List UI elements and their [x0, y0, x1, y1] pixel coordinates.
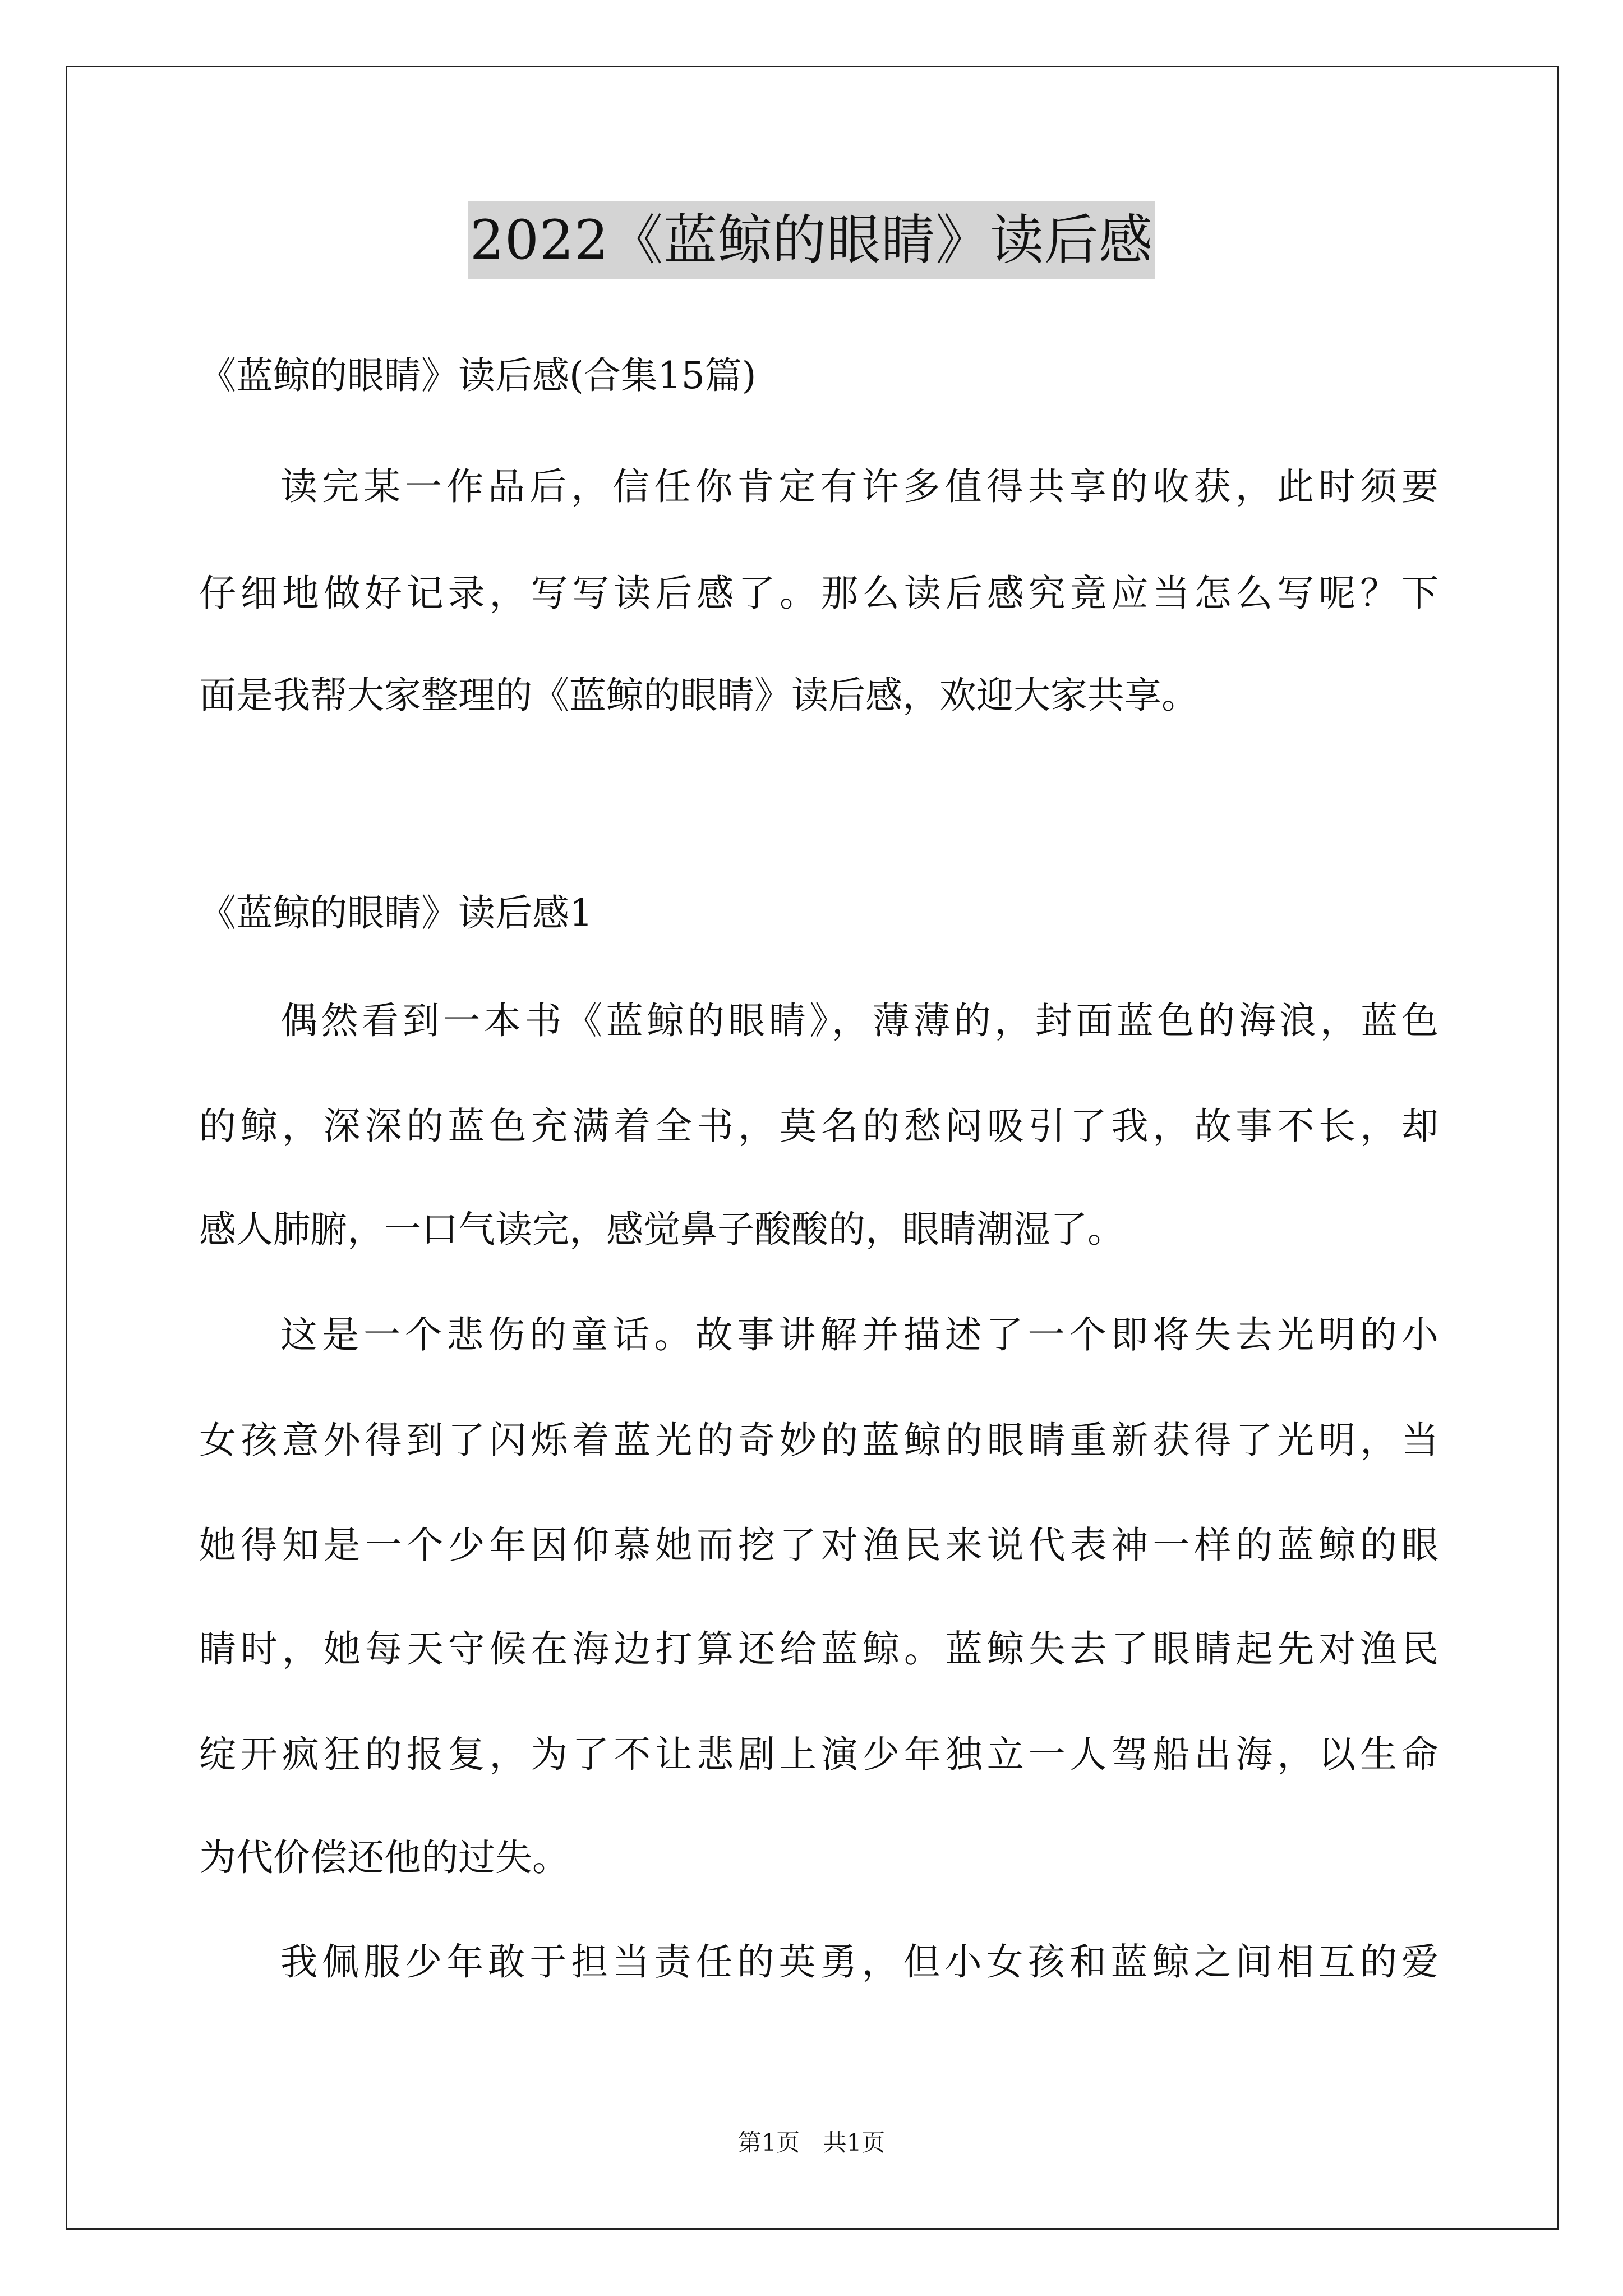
paragraph-line: 女孩意外得到了闪烁着蓝光的奇妙的蓝鲸的眼睛重新获得了光明，当 [199, 1419, 1438, 1462]
paragraph-line: 感人肺腑，一口气读完，感觉鼻子酸酸的，眼睛潮湿了。 [199, 1208, 1124, 1251]
page-footer [0, 2126, 1623, 2160]
collection-heading: 《蓝鲸的眼睛》读后感(合集15篇) [199, 354, 757, 397]
paragraph-line: 她得知是一个少年因仰慕她而挖了对渔民来说代表神一样的蓝鲸的眼 [199, 1524, 1438, 1567]
page-number: 第1页 [737, 2129, 800, 2156]
paragraph-line: 这是一个悲伤的童话。故事讲解并描述了一个即将失去光明的小 [280, 1313, 1438, 1356]
title-container [0, 201, 1623, 279]
intro-line: 仔细地做好记录，写写读后感了。那么读后感究竟应当怎么写呢？下 [199, 572, 1438, 615]
paragraph-line: 我佩服少年敢于担当责任的英勇，但小女孩和蓝鲸之间相互的爱 [280, 1940, 1438, 1984]
intro-line: 读完某一作品后，信任你肯定有许多值得共享的收获，此时须要 [280, 465, 1438, 508]
paragraph-line: 偶然看到一本书《蓝鲸的眼睛》，薄薄的，封面蓝色的海浪，蓝色 [280, 999, 1438, 1042]
section-heading: 《蓝鲸的眼睛》读后感1 [199, 891, 593, 935]
document-title: 2022《蓝鲸的眼睛》读后感 [468, 201, 1155, 279]
paragraph-line: 为代价偿还他的过失。 [199, 1836, 569, 1879]
paragraph-line: 睛时，她每天守候在海边打算还给蓝鲸。蓝鲸失去了眼睛起先对渔民 [199, 1627, 1438, 1671]
intro-line: 面是我帮大家整理的《蓝鲸的眼睛》读后感，欢迎大家共享。 [199, 674, 1198, 717]
paragraph-line: 绽开疯狂的报复，为了不让悲剧上演少年独立一人驾船出海，以生命 [199, 1733, 1438, 1776]
page-total: 共1页 [823, 2129, 886, 2156]
paragraph-line: 的鲸，深深的蓝色充满着全书，莫名的愁闷吸引了我，故事不长，却 [199, 1105, 1438, 1148]
